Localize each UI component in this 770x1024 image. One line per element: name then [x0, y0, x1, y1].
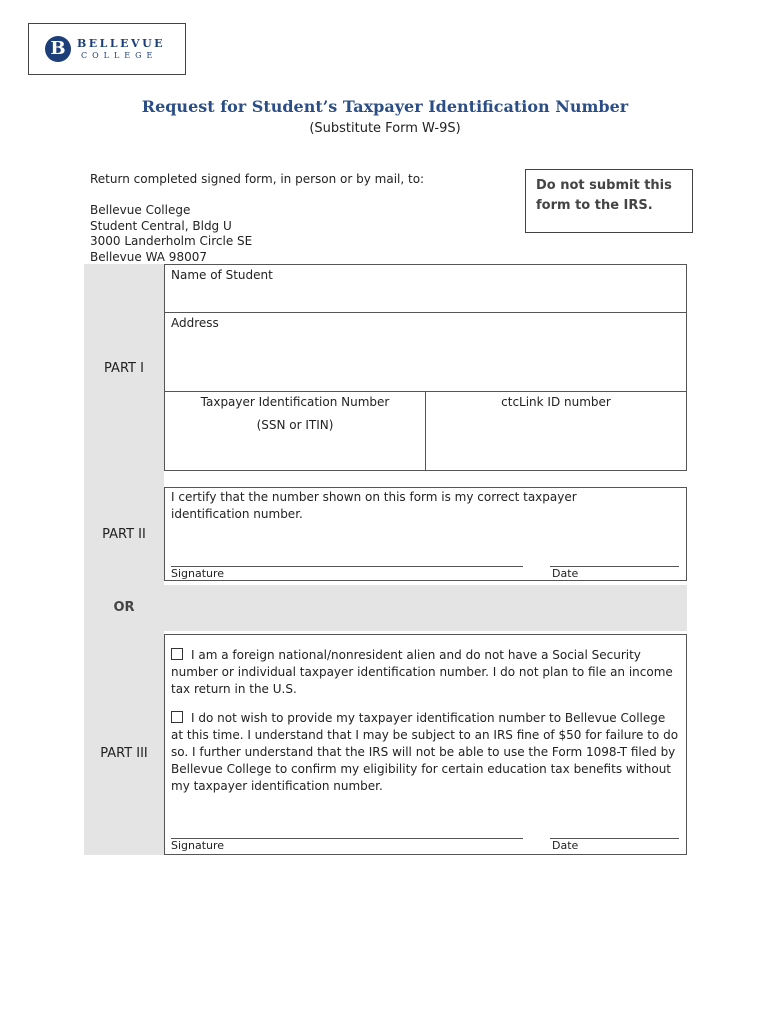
return-instructions: Return completed signed form, in person or by mail, to:	[90, 172, 425, 186]
logo-text-bellevue: BELLEVUE	[77, 37, 166, 50]
student-name-field[interactable]	[164, 264, 687, 313]
address-line: Bellevue WA 98007	[90, 250, 207, 264]
address-line: Student Central, Bldg U	[90, 219, 232, 233]
date-label: Date	[552, 839, 579, 852]
tin-label: Taxpayer Identification Number	[200, 395, 390, 409]
ctclink-id-label: ctcLink ID number	[501, 395, 611, 409]
or-label: OR	[113, 600, 135, 615]
address-label: Address	[171, 316, 219, 330]
part-separator	[164, 471, 687, 487]
part-2-label: PART II	[102, 527, 146, 542]
logo-text-college: COLLEGE	[81, 51, 158, 60]
address-line: Bellevue College	[90, 203, 191, 217]
tin-field[interactable]	[164, 391, 426, 471]
logo-mark: B	[45, 36, 71, 62]
decline-tin-text: I do not wish to provide my taxpayer identification number to Bellevue College at this time. I understand that I may be subject to an IRS fine of $50 for failure to do so. I further understand that the IRS will not be able to use the Form 1098-T filed by Bellevue College to confirm my eligibility for certain education tax benefits without my taxpayer identification number.	[171, 711, 679, 793]
foreign-national-option	[171, 647, 679, 698]
certify-text: I certify that the number shown on this form is my correct taxpayer identification number.	[171, 490, 577, 521]
part-separator	[164, 581, 687, 585]
part-3-label: PART III	[100, 746, 148, 761]
date-label: Date	[552, 567, 579, 580]
decline-tin-option	[171, 710, 679, 795]
foreign-national-text: I am a foreign national/nonresident alien and do not have a Social Security number or individual taxpayer identification number. I do not plan to file an income tax return in the U.S.	[171, 648, 673, 696]
address-field[interactable]	[164, 312, 687, 392]
tin-sublabel: (SSN or ITIN)	[256, 418, 334, 432]
student-name-label: Name of Student	[171, 268, 273, 282]
ctclink-id-field[interactable]	[425, 391, 687, 471]
part-3-box	[164, 634, 687, 855]
form-subtitle: (Substitute Form W-9S)	[309, 121, 461, 136]
foreign-national-checkbox[interactable]	[171, 648, 183, 660]
part-2-certification-box	[164, 487, 687, 581]
signature-label: Signature	[171, 567, 225, 580]
form-title: Request for Student’s Taxpayer Identification Number	[141, 97, 629, 116]
irs-notice-box: Do not submit this form to the IRS.	[525, 169, 693, 233]
college-logo	[28, 23, 186, 75]
decline-tin-checkbox[interactable]	[171, 711, 183, 723]
part-1-label: PART I	[104, 361, 144, 376]
signature-label: Signature	[171, 839, 225, 852]
address-line: 3000 Landerholm Circle SE	[90, 234, 253, 248]
